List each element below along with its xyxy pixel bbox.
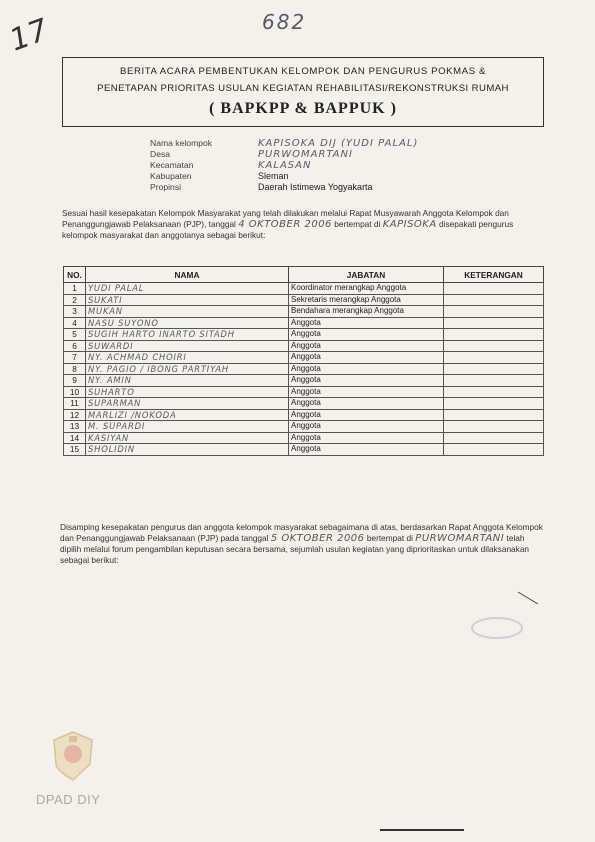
row-number: 10 [64,386,86,398]
meta-value: Daerah Istimewa Yogyakarta [258,182,373,192]
member-remark [444,386,544,398]
row-number: 9 [64,375,86,387]
document-number: 682 [262,10,307,34]
member-position: Anggota [289,363,444,375]
member-position: Anggota [289,409,444,421]
meta-label: Kabupaten [150,171,192,181]
table-row [64,375,544,387]
member-position: Anggota [289,329,444,341]
meta-row [150,149,418,160]
member-remark [444,375,544,387]
member-name: NY. ACHMAD CHOIRI [86,352,289,364]
member-remark [444,398,544,410]
member-remark [444,444,544,456]
row-number: 6 [64,340,86,352]
handwritten-place: KAPISOKA [382,219,437,230]
member-remark [444,432,544,444]
meta-row [150,138,418,149]
group-info [150,138,418,193]
member-name: KASIYAN [86,432,289,444]
meta-label: Propinsi [150,182,182,192]
table-row [64,421,544,433]
row-number: 5 [64,329,86,341]
member-remark [444,329,544,341]
member-name: MUKAN [86,306,289,318]
member-remark [444,306,544,318]
handwritten-place: PURWOMARTANI [415,533,505,544]
member-name: SUHARTO [86,386,289,398]
row-number: 13 [64,421,86,433]
archive-seal-icon [50,730,96,782]
member-name: SUPARMAN [86,398,289,410]
table-row [64,329,544,341]
col-header-no: NO. [64,267,86,283]
meta-value: KAPISOKA DIJ (YUDI PALAL) [258,138,419,149]
table-row [64,340,544,352]
member-name: SHOLIDIN [86,444,289,456]
pen-mark [516,590,540,606]
row-number: 7 [64,352,86,364]
table-header-row [64,267,544,283]
meta-value: KALASAN [258,160,312,171]
meta-label: Desa [150,149,171,159]
member-position: Anggota [289,421,444,433]
member-position: Anggota [289,432,444,444]
paragraph-text: telah dipilih melalui forum pengambilan keputusan secara bersama, sejumlah usulan kegiatan yang diprioritaskan untuk dilaksanakan sebagai berikut: [60,533,530,565]
row-number: 11 [64,398,86,410]
table-row [64,386,544,398]
table-row [64,432,544,444]
title-line-1: BERITA ACARA PEMBENTUKAN KELOMPOK DAN PENGURUS POKMAS & [119,66,486,77]
row-number: 4 [64,317,86,329]
member-position: Anggota [289,375,444,387]
member-remark [444,421,544,433]
title-line-3: ( BAPKPP & BAPPUK ) [209,100,397,117]
row-number: 2 [64,294,86,306]
table-row [64,409,544,421]
table-row [64,283,544,295]
member-name: NY. AMIN [86,375,289,387]
member-name: NASU SUYONO [86,317,289,329]
member-position: Anggota [289,317,444,329]
table-row [64,306,544,318]
members-table [63,266,544,456]
member-name: SUGIH HARTO INARTO SITADH [86,329,289,341]
member-remark [444,317,544,329]
member-remark [444,283,544,295]
member-position: Anggota [289,340,444,352]
table-row [64,352,544,364]
member-remark [444,294,544,306]
handwritten-date: 5 OKTOBER 2006 [270,533,365,544]
row-number: 12 [64,409,86,421]
row-number: 8 [64,363,86,375]
paragraph-text: Disamping kesepakatan pengurus dan anggota kelompok masyarakat sebagaimana di atas, berdasarkan Rapat Anggota Kelompok dan Penanggungjawab Pelaksanaan (PJP) pada tanggal [60,522,543,543]
paragraph-text: Sesuai hasil kesepakatan Kelompok Masyarakat yang telah dilakukan melalui Rapat Musyawarah Anggota Kelompok dan Penanggungjawab Pelaksanaan (PJP), tanggal [62,208,509,229]
col-header-jabatan: JABATAN [289,267,444,283]
member-position: Anggota [289,444,444,456]
bottom-rule [380,829,464,831]
table-row [64,363,544,375]
member-remark [444,363,544,375]
row-number: 1 [64,283,86,295]
member-position: Anggota [289,386,444,398]
paragraph-agreement [62,208,542,241]
meta-label: Kecamatan [150,160,194,170]
member-name: SUWARDI [86,340,289,352]
member-position: Anggota [289,352,444,364]
table-row [64,317,544,329]
meta-value: Sleman [258,171,289,181]
member-position: Anggota [289,398,444,410]
paragraph-text: bertempat di [334,219,381,229]
member-position: Bendahara merangkap Anggota [289,306,444,318]
member-position: Koordinator merangkap Anggota [289,283,444,295]
paragraph-priority [60,522,544,566]
handwritten-date: 4 OKTOBER 2006 [238,219,332,230]
col-header-nama: NAMA [86,267,289,283]
paragraph-text: disepakati pengurus kelompok masyarakat dan anggotanya sebagai berikut: [62,219,514,240]
member-remark [444,409,544,421]
member-name: SUKATI [86,294,289,306]
meta-row [150,182,418,193]
meta-label: Nama kelompok [150,138,213,148]
row-number: 14 [64,432,86,444]
archive-watermark: DPAD DIY [36,792,101,807]
corner-handwritten-mark: 17 [5,12,54,59]
col-header-keterangan: KETERANGAN [444,267,544,283]
row-number: 3 [64,306,86,318]
title-line-2: PENETAPAN PRIORITAS USULAN KEGIATAN REHABILITASI/REKONSTRUKSI RUMAH [97,83,509,94]
member-position: Sekretaris merangkap Anggota [289,294,444,306]
faded-stamp [470,616,524,640]
member-name: YUDI PALAL [86,283,289,295]
table-row [64,398,544,410]
meta-row [150,171,418,182]
meta-row [150,160,418,171]
meta-value: PURWOMARTANI [258,149,353,160]
member-name: MARLIZI /NOKODA [86,409,289,421]
table-row [64,444,544,456]
title-box [62,57,544,127]
table-row [64,294,544,306]
member-name: NY. PAGIO / IBONG PARTIYAH [86,363,289,375]
member-remark [444,352,544,364]
paragraph-text: bertempat di [366,533,413,543]
row-number: 15 [64,444,86,456]
member-remark [444,340,544,352]
member-name: M. SUPARDI [86,421,289,433]
